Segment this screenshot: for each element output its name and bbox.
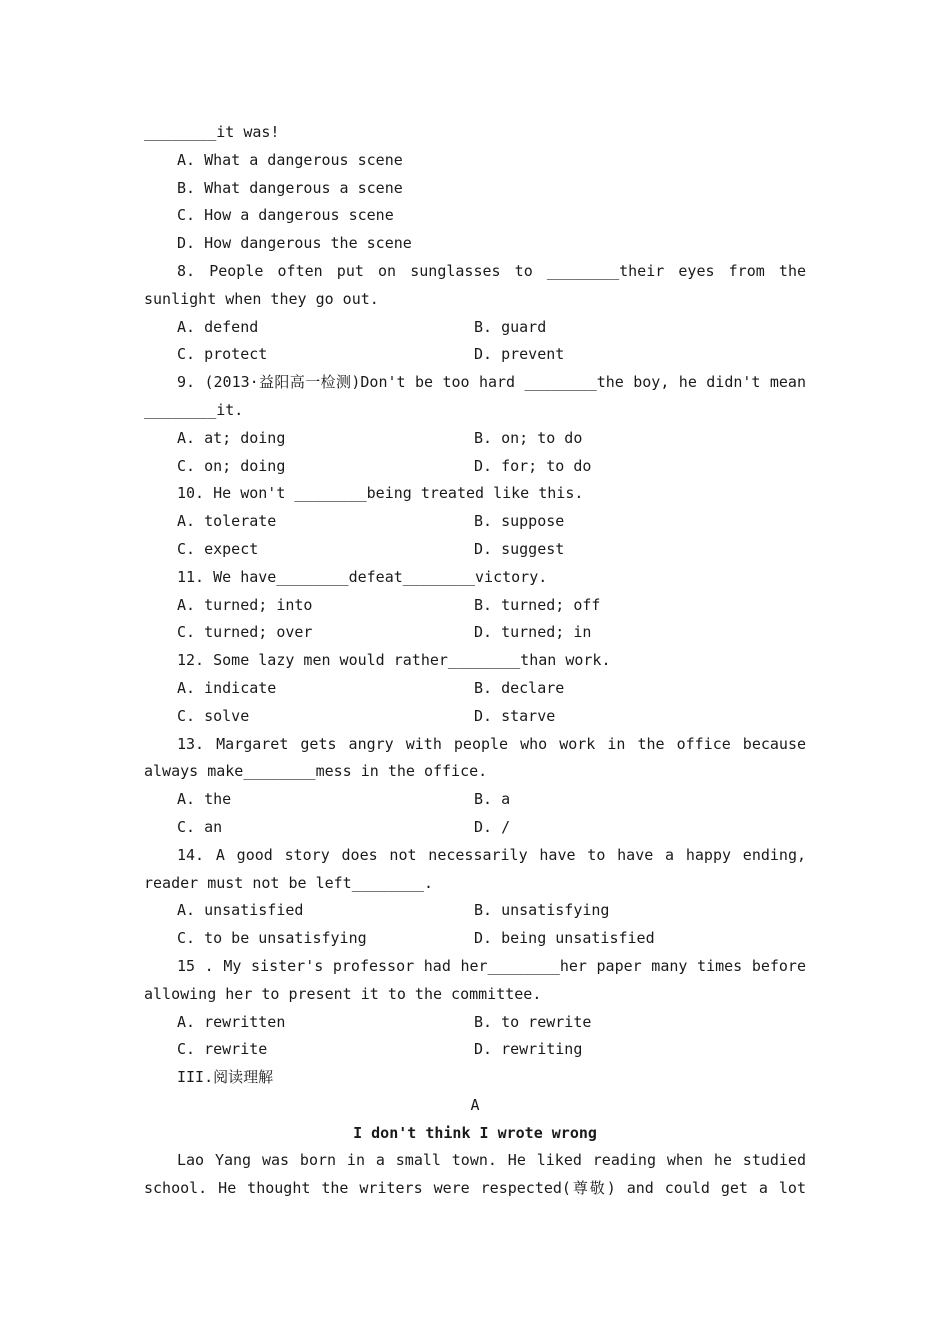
question-7-option-c: C. How a dangerous scene — [177, 206, 394, 225]
question-14-option-a: A. unsatisfied — [177, 901, 304, 920]
question-8-option-c: C. protect — [177, 345, 268, 364]
question-10-stem: 10. He won't ________being treated like this. — [177, 484, 584, 503]
passage-label: A — [470, 1095, 480, 1114]
question-14-option-c: C. to be unsatisfying — [177, 929, 367, 948]
question-12-options-row-2 — [144, 703, 806, 731]
passage-text-line-2: school. He thought the writers were respected(尊敬) and could get a lot — [144, 1179, 806, 1198]
question-9-stem-cont: ________it. — [144, 400, 244, 419]
question-12-option-b: B. declare — [474, 678, 565, 697]
question-13-option-a: A. the — [177, 790, 232, 809]
question-13-option-c: C. an — [177, 817, 223, 836]
question-11-option-d: D. turned; in — [474, 623, 592, 642]
question-11-options-row-1 — [144, 592, 806, 620]
question-8-option-a: A. defend — [177, 317, 259, 336]
question-10-options-row-1 — [144, 508, 806, 536]
question-11-option-c: C. turned; over — [177, 623, 313, 642]
question-15-options-row-2 — [144, 1036, 806, 1064]
question-14-options-row-2 — [144, 925, 806, 953]
question-14-stem: 14. A good story does not necessarily have to have a happy ending, — [177, 845, 806, 864]
question-12-stem: 12. Some lazy men would rather________than work. — [177, 651, 611, 670]
question-14-option-d: D. being unsatisfied — [474, 929, 655, 948]
question-7-option-d: D. How dangerous the scene — [177, 234, 412, 253]
question-15-options-row-1 — [144, 1009, 806, 1037]
question-9-options-row-1 — [144, 425, 806, 453]
question-13-stem: 13. Margaret gets angry with people who work in the office because — [177, 734, 806, 753]
question-15-stem: 15 . My sister's professor had her________her paper many times before — [177, 956, 806, 975]
question-13-option-b: B. a — [474, 790, 511, 809]
question-13-stem-cont: always make________mess in the office. — [144, 762, 488, 781]
question-8-stem-cont: sunlight when they go out. — [144, 289, 379, 308]
question-15-option-c: C. rewrite — [177, 1040, 268, 1059]
section-heading-reading: III.阅读理解 — [177, 1068, 274, 1087]
question-9-option-d: D. for; to do — [474, 456, 592, 475]
question-8-options-row-2 — [144, 341, 806, 369]
question-8-options-row-1 — [144, 314, 806, 342]
question-9-stem: 9. (2013·益阳高一检测)Don't be too hard ________the boy, he didn't mean — [177, 373, 806, 392]
question-7-option-b: B. What dangerous a scene — [177, 178, 403, 197]
question-8-option-d: D. prevent — [474, 345, 565, 364]
passage-text-line-1: Lao Yang was born in a small town. He liked reading when he studied — [177, 1151, 806, 1170]
question-15-option-b: B. to rewrite — [474, 1012, 592, 1031]
question-9-options-row-2 — [144, 453, 806, 481]
question-11-option-a: A. turned; into — [177, 595, 313, 614]
question-9-option-a: A. at; doing — [177, 428, 286, 447]
question-10-options-row-2 — [144, 536, 806, 564]
question-13-options-row-1 — [144, 786, 806, 814]
question-10-option-c: C. expect — [177, 539, 259, 558]
question-14-option-b: B. unsatisfying — [474, 901, 610, 920]
question-12-option-c: C. solve — [177, 706, 250, 725]
document-page — [144, 119, 806, 1203]
question-9-option-b: B. on; to do — [474, 428, 583, 447]
question-12-options-row-1 — [144, 675, 806, 703]
question-10-option-b: B. suppose — [474, 512, 565, 531]
question-15-option-d: D. rewriting — [474, 1040, 583, 1059]
question-12-option-d: D. starve — [474, 706, 556, 725]
question-11-option-b: B. turned; off — [474, 595, 601, 614]
question-9-option-c: C. on; doing — [177, 456, 286, 475]
question-12-option-a: A. indicate — [177, 678, 277, 697]
question-7-stem: ________it was! — [144, 123, 280, 141]
question-13-option-d: D. / — [474, 817, 511, 836]
question-10-option-d: D. suggest — [474, 539, 565, 558]
question-15-stem-cont: allowing her to present it to the committee. — [144, 984, 542, 1003]
question-14-options-row-1 — [144, 897, 806, 925]
passage-title: I don't think I wrote wrong — [353, 1123, 597, 1142]
question-8-stem: 8. People often put on sunglasses to ________their eyes from the — [177, 261, 806, 280]
question-10-option-a: A. tolerate — [177, 512, 277, 531]
question-13-options-row-2 — [144, 814, 806, 842]
question-14-stem-cont: reader must not be left________. — [144, 873, 433, 892]
question-8-option-b: B. guard — [474, 317, 547, 336]
question-7-option-a: A. What a dangerous scene — [177, 150, 403, 169]
question-11-options-row-2 — [144, 619, 806, 647]
question-11-stem: 11. We have________defeat________victory. — [177, 567, 548, 586]
question-15-option-a: A. rewritten — [177, 1012, 286, 1031]
